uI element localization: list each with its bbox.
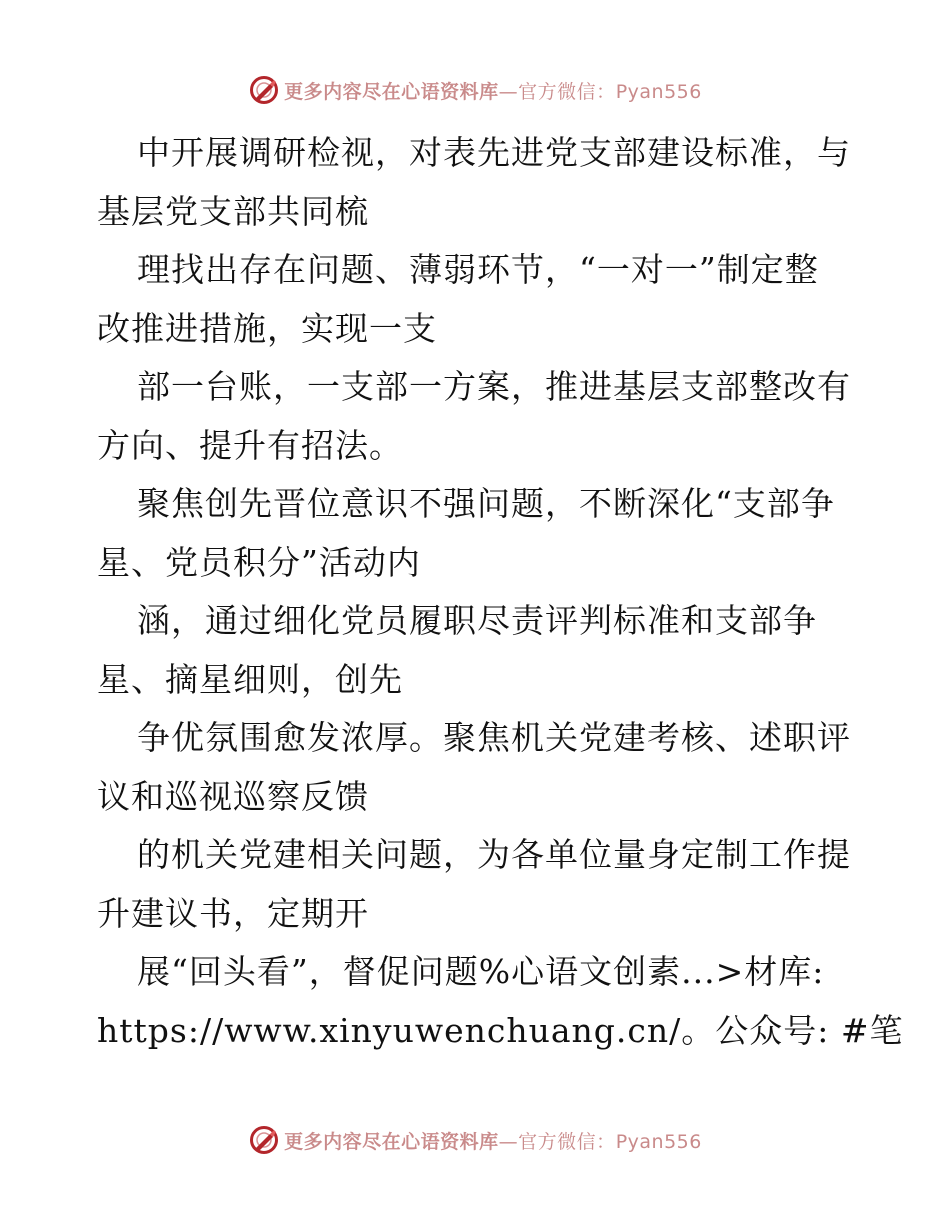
body-line: 部一台账，一支部一方案，推进基层支部整改有: [137, 367, 851, 406]
banner-main-text: 更多内容尽在心语资料库: [284, 1130, 499, 1153]
banner-wechat-id: Pyan556: [615, 1130, 702, 1153]
body-line: 基层党支部共同梳: [97, 191, 369, 231]
body-line: 涵，通过细化党员履职尽责评判标准和支部争: [137, 601, 817, 640]
banner-wechat-label: 官方微信：: [518, 1130, 616, 1153]
banner-text: [284, 77, 702, 104]
banner-wechat-id: Pyan556: [615, 80, 702, 103]
body-line: 议和巡视巡察反馈: [97, 776, 369, 816]
footer-banner: [0, 1120, 950, 1160]
body-line: 星、党员积分”活动内: [97, 542, 421, 582]
banner-dash: —: [498, 1130, 519, 1153]
body-line: 中开展调研检视，对表先进党支部建设标准，与: [137, 133, 851, 172]
logo-icon: [248, 1124, 280, 1156]
body-line: 展“回头看”，督促问题%心语文创素...>材库:: [137, 952, 825, 991]
body-line: 聚焦创先晋位意识不强问题，不断深化“支部争: [137, 484, 835, 523]
body-line: 升建议书，定期开: [97, 893, 369, 933]
body-line: 争优氛围愈发浓厚。聚焦机关党建考核、述职评: [137, 718, 851, 757]
logo-icon: [248, 74, 280, 106]
body-line: 星、摘星细则，创先: [97, 659, 403, 699]
banner-main-text: 更多内容尽在心语资料库: [284, 80, 499, 103]
body-line: 的机关党建相关问题，为各单位量身定制工作提: [137, 835, 851, 874]
body-line: https://www.xinyuwenchuang.cn/。公众号: #笔: [97, 1010, 904, 1050]
banner-dash: —: [498, 80, 519, 103]
banner-wechat-label: 官方微信：: [518, 80, 616, 103]
body-line: 理找出存在问题、薄弱环节，“一对一”制定整: [137, 250, 819, 289]
body-line: 改推进措施，实现一支: [97, 308, 437, 348]
header-banner: [0, 70, 950, 110]
document-body: [97, 124, 904, 1060]
banner-text: [284, 1127, 702, 1154]
body-line: 方向、提升有招法。: [97, 425, 403, 465]
